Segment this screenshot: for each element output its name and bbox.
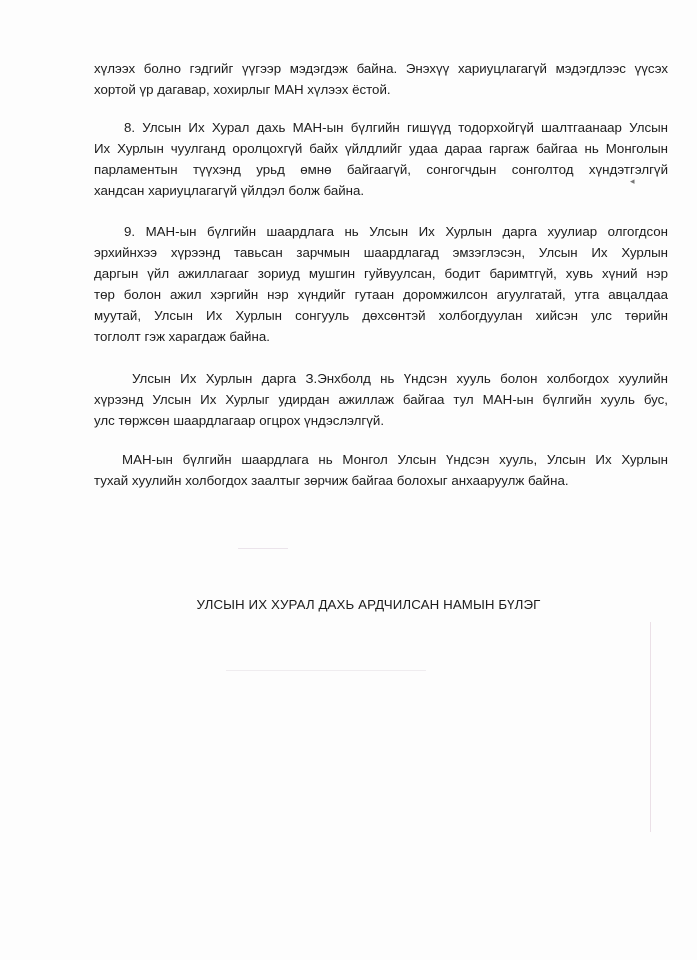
paragraph-line: Улсын Их Хурлын дарга З.Энхболд нь Үндсэн хууль болон холбогдох хуулийн bbox=[132, 371, 668, 386]
paragraph-line: тухай хуулийн холбогдох заалтыг зөрчиж байгаа болохыг анхааруулж байна. bbox=[94, 473, 569, 488]
stamp-trace bbox=[650, 622, 652, 832]
stamp-trace bbox=[238, 548, 288, 550]
paragraph-line: хортой үр дагавар, хохирлыг МАН хүлээх ёстой. bbox=[94, 82, 391, 97]
paragraph-line: 8. Улсын Их Хурал дахь МАН-ын бүлгийн гишүүд тодорхойгүй шалтгаанаар Улсын bbox=[124, 120, 668, 135]
paragraph-chairman bbox=[94, 368, 668, 431]
paragraph-line: парламентын түүхэнд урьд өмнө байгаагүй, сонгогчдын сонголтод хүндэтгэлгүй bbox=[94, 162, 668, 177]
paragraph-line: тоглолт гэж харагдаж байна. bbox=[94, 329, 270, 344]
paragraph-conclusion bbox=[94, 449, 668, 491]
paragraph-line: төр болон ажил хэргийн нэр хүндийг гутаан доромжилсон агуулгатай, утга авцалдаа bbox=[94, 287, 668, 302]
paragraph-line: Их Хурлын чуулганд оролцохгүй байх үйлдлийг удаа дараа гаргаж байгаа нь Монголын bbox=[94, 141, 668, 156]
paragraph-line: 9. МАН-ын бүлгийн шаардлага нь Улсын Их Хурлын дарга хуулиар олгогдсон bbox=[124, 224, 668, 239]
paragraph-line: МАН-ын бүлгийн шаардлага нь Монгол Улсын Үндсэн хууль, Улсын Их Хурлын bbox=[122, 452, 668, 467]
paragraph-line: улс төржсөн шаардлагаар огцрох үндэслэлгүй. bbox=[94, 413, 385, 428]
paragraph-8 bbox=[94, 117, 668, 201]
signature-block: УЛСЫН ИХ ХУРАЛ ДАХЬ АРДЧИЛСАН НАМЫН БҮЛЭГ bbox=[196, 597, 541, 612]
pen-mark: ◂ bbox=[630, 176, 635, 186]
stamp-trace bbox=[226, 670, 426, 672]
paragraph-line: даргын үйл ажиллагааг зориуд мушгин гуйвуулсан, бодит баримтгүй, хувь хүний нэр bbox=[94, 266, 668, 281]
paragraph-line: муутай, Улсын Их Хурлын сонгууль дөхсөнтэй холбогдуулан хийсэн улс төрийн bbox=[94, 308, 668, 323]
paragraph-1 bbox=[94, 58, 668, 100]
paragraph-line: эрхийнхээ хүрээнд тавьсан зарчмын шаардлагад эмзэглэсэн, Улсын Их Хурлын bbox=[94, 245, 668, 260]
paragraph-line: хүлээх болно гэдгийг үүгээр мэдэгдэж байна. Энэхүү хариуцлагагүй мэдэгдлээс үүсэх bbox=[94, 61, 668, 76]
paragraph-9 bbox=[94, 221, 668, 347]
paragraph-line: хүрээнд Улсын Их Хурлыг удирдан ажиллаж байгаа тул МАН-ын бүлгийн хууль бус, bbox=[94, 392, 668, 407]
paragraph-line: хандсан хариуцлагагүй үйлдэл болж байна. bbox=[94, 183, 365, 198]
